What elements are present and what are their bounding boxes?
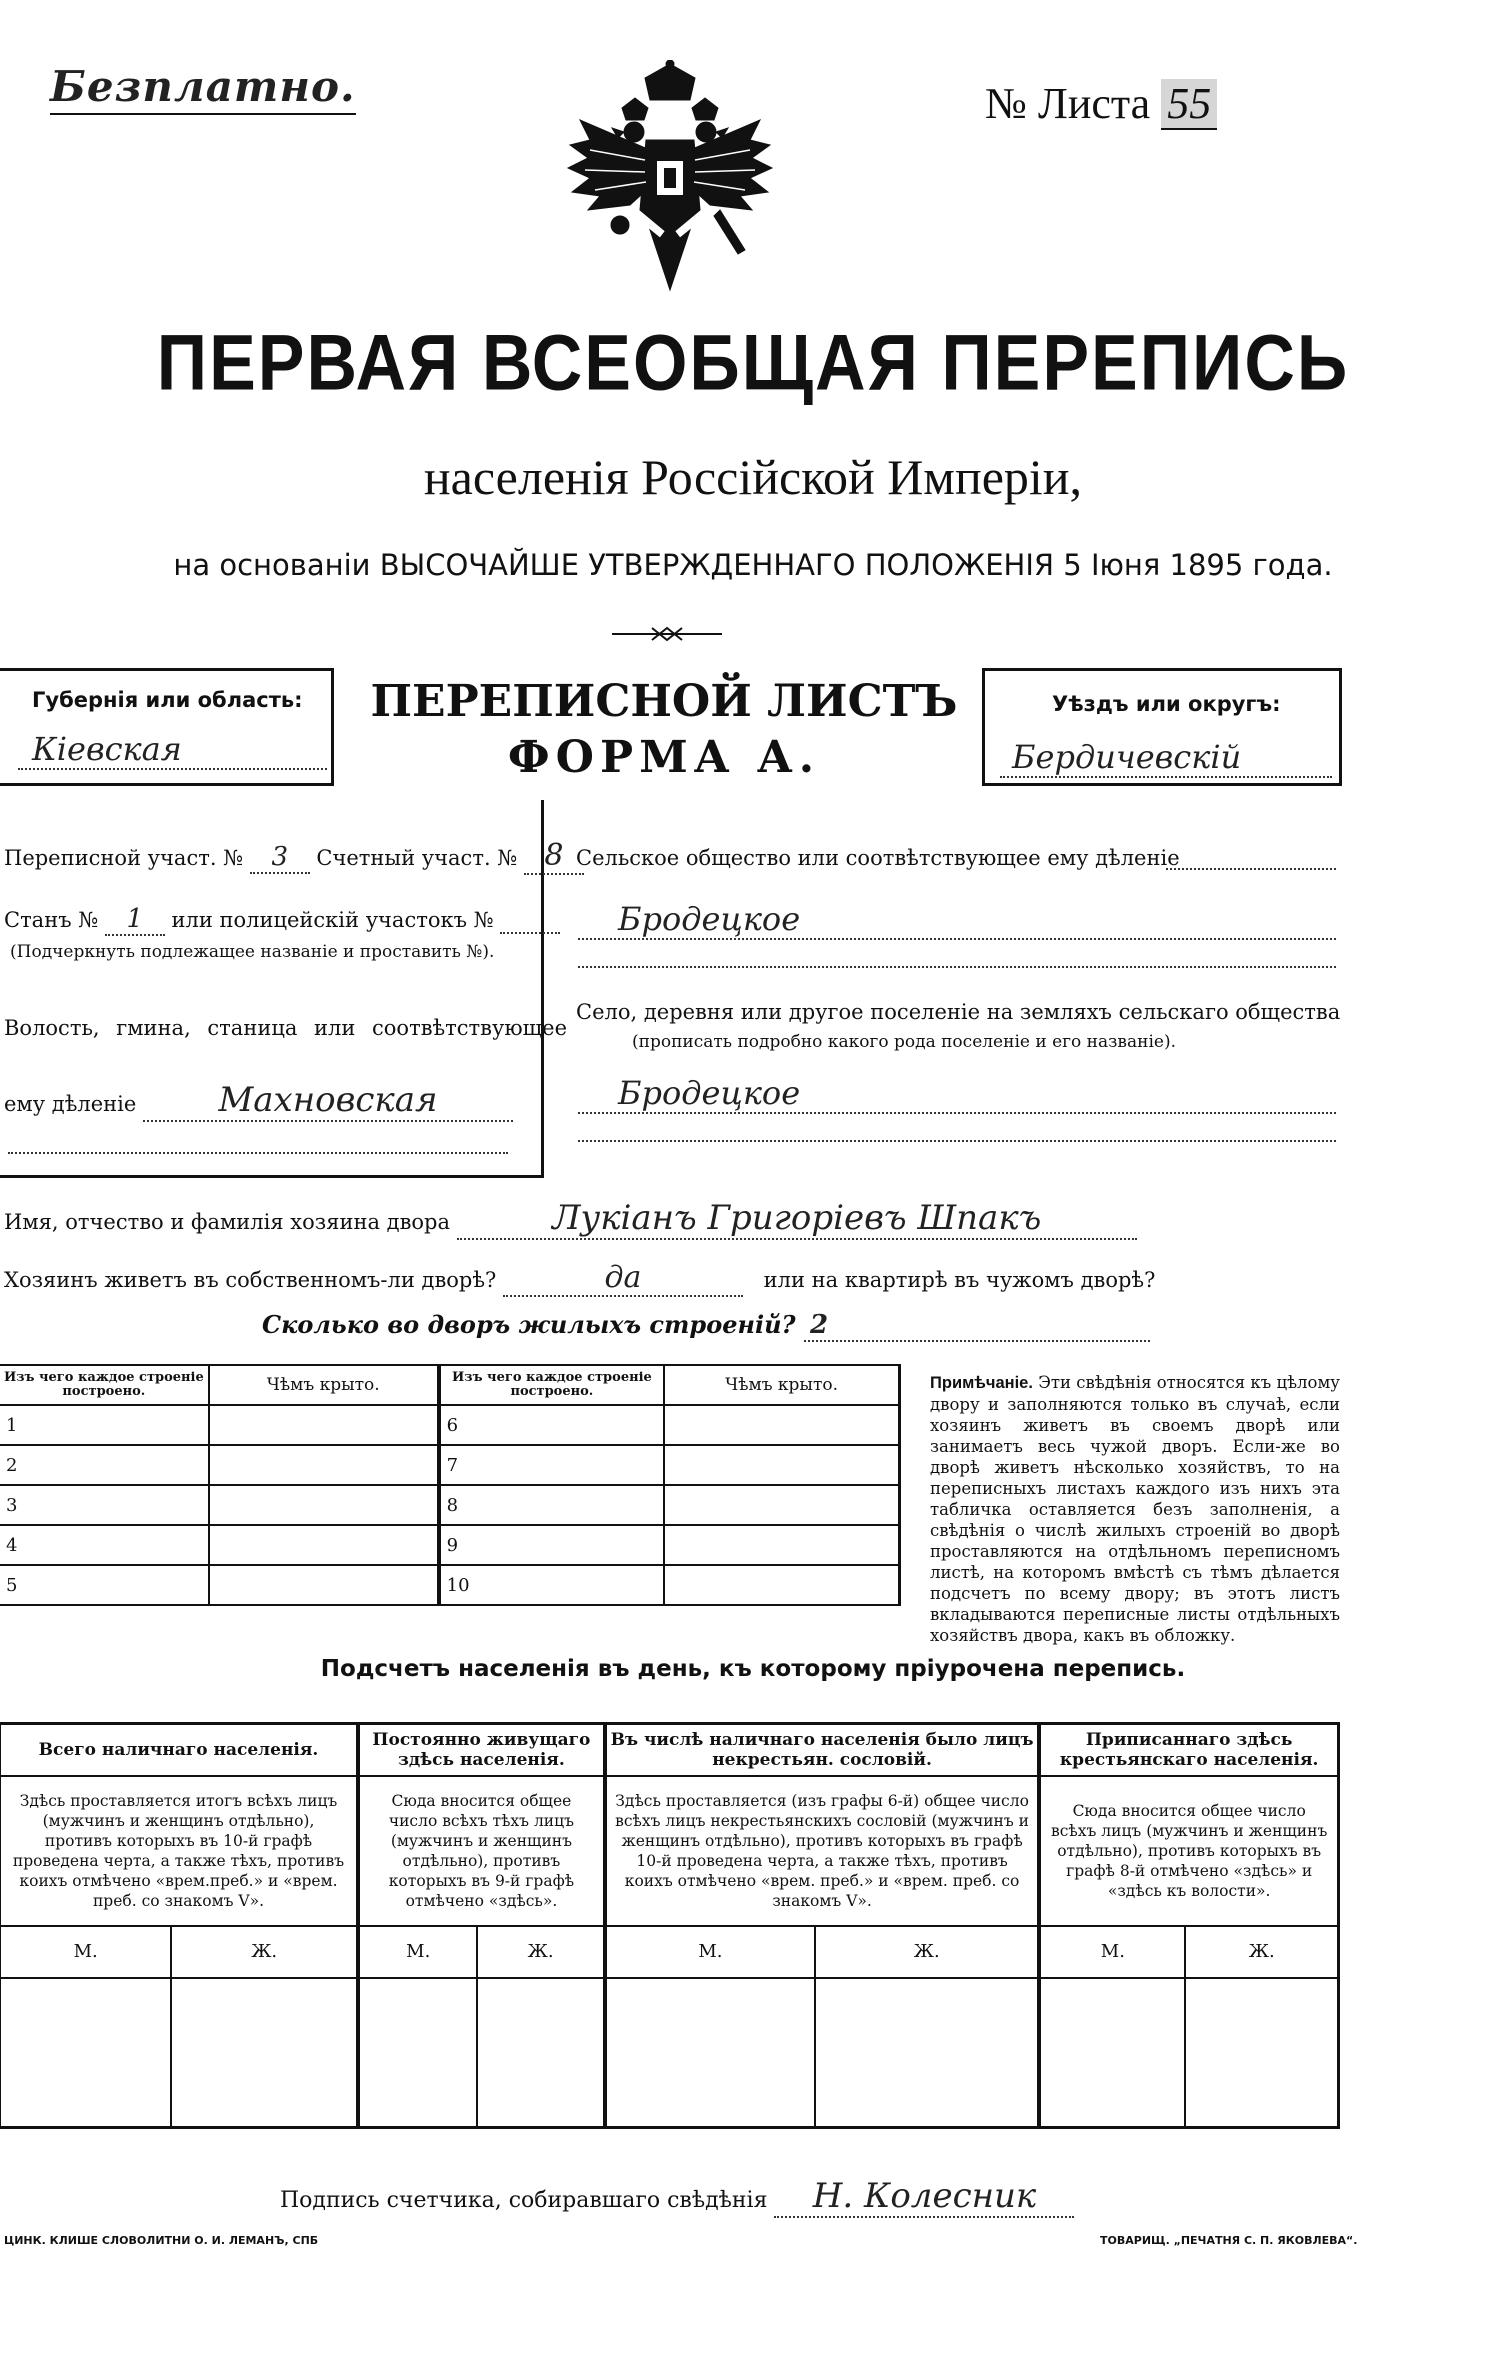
volost-value[interactable]: Махновская: [143, 1080, 513, 1122]
roof-header: Чѣмъ крыто.: [209, 1365, 439, 1405]
gubernia-value[interactable]: Кіевская: [18, 730, 327, 770]
remark-title: Примѣчаніе.: [930, 1374, 1033, 1392]
female-header: Ж.: [815, 1926, 1039, 1978]
left-imprint: ЦИНК. КЛИШЕ СЛОВОЛИТНИ О. И. ЛЕМАНЪ, СПБ: [4, 2234, 319, 2247]
owner-lives-row: [4, 1260, 1155, 1297]
volost-label-2: ему дѣленіе: [4, 1092, 137, 1116]
permanent-female-cell[interactable]: [477, 1978, 604, 2128]
building-row-8[interactable]: 8: [439, 1485, 664, 1525]
owner-lives-value[interactable]: да: [503, 1260, 743, 1297]
roof-cell[interactable]: [664, 1485, 899, 1525]
form-title-line1: ПЕРЕПИСНОЙ ЛИСТЪ: [370, 676, 958, 727]
col-permanent-text: Сюда вносится общее число всѣхъ тѣхъ лицъ (мужчинъ и женщинъ отдѣльно), противъ которыхъ въ 9-й графѣ отмѣчено «здѣсь».: [358, 1776, 605, 1926]
sheet-number: [985, 78, 1217, 129]
buildings-label: Сколько во дворъ жилыхъ строеній?: [262, 1310, 796, 1339]
buildings-table: [0, 1364, 901, 1606]
roof-cell[interactable]: [209, 1565, 439, 1605]
signature-label: Подпись счетчика, собиравшаго свѣдѣнія: [280, 2188, 768, 2213]
remark: [930, 1372, 1340, 1646]
owner-lives-label: Хозяинъ живетъ въ собственномъ-ли дворѣ?: [4, 1268, 497, 1292]
village-extra-line[interactable]: [578, 1140, 1336, 1142]
building-row-7[interactable]: 7: [439, 1445, 664, 1485]
village-value[interactable]: Бродецкое: [578, 1074, 1336, 1114]
census-district-label: Переписной участ. №: [4, 846, 244, 870]
census-district-row: [4, 838, 584, 875]
owner-name-row: [4, 1198, 1137, 1240]
sheet-number-value[interactable]: 55: [1161, 79, 1217, 130]
remark-text: Эти свѣдѣнія относятся къ цѣлому двору и заполняются только въ случаѣ, если хозяинъ живетъ въ своемъ дворѣ или занимаетъ весь чужой дворъ. Если-же во дворѣ живетъ нѣсколько хозяйствъ, то на переписныхъ листахъ каждого изъ нихъ эта табличка оставляется безъ заполненія, а свѣдѣнія о числѣ жилыхъ строеній во дворѣ проставляются на отдѣльномъ переписномъ листѣ, на которомъ вмѣстѣ съ тѣмъ дѣлается подсчетъ по всему двору; въ этотъ листъ вкладываются переписные листы отдѣльныхъ хозяйствъ двора, какъ въ обложку.: [930, 1373, 1340, 1645]
male-header: М.: [358, 1926, 477, 1978]
building-row-3[interactable]: 3: [0, 1485, 209, 1525]
stan-value[interactable]: 1: [105, 904, 165, 936]
female-header: Ж.: [171, 1926, 358, 1978]
stan-label: Станъ №: [4, 908, 99, 932]
material-header: Изъ чего каждое строеніе построено.: [0, 1365, 209, 1405]
male-header: М.: [0, 1926, 171, 1978]
free-label: Безплатно.: [50, 62, 356, 115]
roof-cell[interactable]: [664, 1565, 899, 1605]
signature-row: [280, 2176, 1074, 2218]
roof-cell[interactable]: [664, 1525, 899, 1565]
roof-cell[interactable]: [664, 1405, 899, 1445]
police-label: или полицейскій участокъ №: [171, 908, 494, 932]
col-total-title: Всего наличнаго населенія.: [0, 1724, 358, 1776]
col-permanent-title: Постоянно живущаго здѣсь населенія.: [358, 1724, 605, 1776]
census-district-value[interactable]: 3: [250, 842, 310, 874]
building-row-5[interactable]: 5: [0, 1565, 209, 1605]
society-label-trail: [1166, 868, 1336, 870]
right-imprint: ТОВАРИЩ. „ПЕЧАТНЯ С. П. ЯКОВЛЕВА“.: [1100, 2234, 1358, 2247]
double-headed-eagle-icon: [560, 60, 780, 300]
volost-extra-line[interactable]: [8, 1142, 508, 1154]
total-male-cell[interactable]: [0, 1978, 171, 2128]
village-note: (прописать подробно какого рода поселеніе и его названіе).: [632, 1032, 1176, 1052]
col-total-text: Здѣсь проставляется итогъ всѣхъ лицъ (мужчинъ и женщинъ отдѣльно), противъ которыхъ въ 10-й графѣ проведена черта, а также тѣхъ, противъ коихъ отмѣчено «врем.преб.» и «врем. преб. со знакомъ V».: [0, 1776, 358, 1926]
owner-or-label: или на квартирѣ въ чужомъ дворѣ?: [763, 1268, 1156, 1292]
page-title: ПЕРВАЯ ВСЕОБЩАЯ ПЕРЕПИСЬ: [156, 319, 1350, 407]
buildings-value[interactable]: 2: [804, 1310, 1150, 1342]
roof-cell[interactable]: [664, 1445, 899, 1485]
uezd-label: Уѣздъ или округъ:: [1052, 692, 1281, 716]
population-table: [0, 1722, 1340, 2129]
roof-cell[interactable]: [209, 1445, 439, 1485]
legal-basis: на основаніи ВЫСОЧАЙШЕ УТВЕРЖДЕННАГО ПОЛОЖЕНІЯ 5 Іюня 1895 года.: [173, 548, 1333, 582]
gubernia-label: Губернія или область:: [32, 688, 303, 712]
col-peasant-title: Приписаннаго здѣсь крестьянскаго населенія.: [1039, 1724, 1338, 1776]
page-subtitle: населенія Россійской Имперіи,: [423, 449, 1083, 505]
male-header: М.: [605, 1926, 815, 1978]
sheet-number-label: № Листа: [985, 79, 1151, 128]
col-nonpeasant-text: Здѣсь проставляется (изъ графы 6-й) общее число всѣхъ лицъ некрестьянскихъ сословій (мужчинъ и женщинъ отдѣльно), противъ которыхъ въ графѣ 10-й проведена черта, а также тѣхъ, противъ коихъ отмѣчено «врем. преб.» и «врем. преб. со знакомъ V».: [605, 1776, 1040, 1926]
volost-row: [4, 1080, 513, 1122]
building-row-4[interactable]: 4: [0, 1525, 209, 1565]
col-peasant-text: Сюда вносится общее число всѣхъ лицъ (мужчинъ и женщинъ отдѣльно), противъ которыхъ въ графѣ 8-й отмѣчено «здѣсь» и «здѣсь къ волости».: [1039, 1776, 1338, 1926]
population-heading: Подсчетъ населенія въ день, къ которому пріурочена перепись.: [320, 1656, 1186, 1682]
nonpeasant-male-cell[interactable]: [605, 1978, 815, 2128]
uezd-value[interactable]: Бердичевскій: [1000, 738, 1332, 778]
nonpeasant-female-cell[interactable]: [815, 1978, 1039, 2128]
police-value[interactable]: [500, 908, 560, 934]
permanent-male-cell[interactable]: [358, 1978, 477, 2128]
col-nonpeasant-title: Въ числѣ наличнаго населенія было лицъ некрестьян. сословій.: [605, 1724, 1040, 1776]
stan-row: [4, 904, 560, 936]
roof-cell[interactable]: [209, 1485, 439, 1525]
society-value[interactable]: Бродецкое: [578, 900, 1336, 940]
buildings-row: [262, 1310, 1150, 1342]
roof-cell[interactable]: [209, 1405, 439, 1445]
count-district-value[interactable]: 8: [524, 838, 584, 875]
total-female-cell[interactable]: [171, 1978, 358, 2128]
ornament-divider: [612, 624, 722, 644]
female-header: Ж.: [1185, 1926, 1338, 1978]
peasant-male-cell[interactable]: [1039, 1978, 1185, 2128]
building-row-2[interactable]: 2: [0, 1445, 209, 1485]
signature-value[interactable]: Н. Колесник: [774, 2176, 1074, 2218]
owner-name-label: Имя, отчество и фамилія хозяина двора: [4, 1210, 451, 1234]
roof-header-2: Чѣмъ крыто.: [664, 1365, 899, 1405]
building-row-9[interactable]: 9: [439, 1525, 664, 1565]
building-row-1[interactable]: 1: [0, 1405, 209, 1445]
underline-note: (Подчеркнуть подлежащее названіе и проставить №).: [10, 942, 495, 962]
building-row-10[interactable]: 10: [439, 1565, 664, 1605]
female-header: Ж.: [477, 1926, 604, 1978]
roof-cell[interactable]: [209, 1525, 439, 1565]
owner-name-value[interactable]: Лукіанъ Григоріевъ Шпакъ: [457, 1198, 1137, 1240]
village-label: Село, деревня или другое поселеніе на земляхъ сельскаго общества: [576, 1000, 1341, 1024]
volost-label: Волость, гмина, станица или соотвѣтствующее: [4, 1016, 568, 1040]
building-row-6[interactable]: 6: [439, 1405, 664, 1445]
male-header: М.: [1039, 1926, 1185, 1978]
material-header-2: Изъ чего каждое строеніе построено.: [439, 1365, 664, 1405]
count-district-label: Счетный участ. №: [316, 846, 518, 870]
society-extra-line[interactable]: [578, 966, 1336, 968]
society-label: Сельское общество или соотвѣтствующее ему дѣленіе: [576, 846, 1180, 870]
peasant-female-cell[interactable]: [1185, 1978, 1338, 2128]
form-title-line2: ФОРМА А.: [507, 732, 821, 783]
